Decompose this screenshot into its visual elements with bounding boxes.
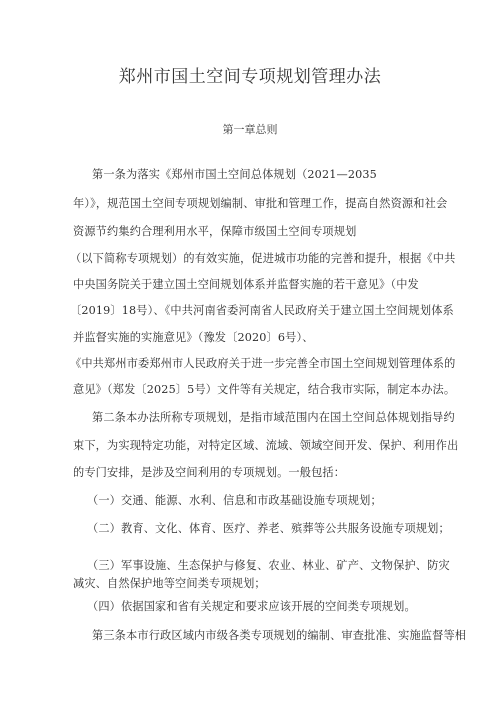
article-1-line-7: 并监督实施的实施意见》（豫发〔2020〕6号）、	[73, 331, 314, 344]
chapter-heading: 第一章总则	[222, 123, 278, 136]
article-1-line-3: 资源节约集约合理利用水平，保障市级国土空间专项规划	[73, 225, 357, 238]
list-item-1: （一）交通、能源、水利、信息和市政基础设施专项规划；	[87, 494, 382, 507]
document-title: 郑州市国土空间专项规划管理办法	[118, 67, 382, 87]
article-1-line-1: 第一条为落实《郑州市国土空间总体规划（2021—2035	[92, 168, 377, 181]
article-1-line-9: 意见》（郑发〔2025〕5号）文件等有关规定，结合我市实际，制定本办法。	[73, 383, 456, 396]
article-1-line-5: 中央国务院关于建立国土空间规划体系并监督实施的若干意见》（中发	[73, 278, 419, 291]
article-2-line-3: 的专门安排，是涉及空间利用的专项规划。一般包括：	[73, 466, 346, 479]
article-3-line-1: 第三条本市行政区域内市级各类专项规划的编制、审查批准、实施监督等相	[92, 629, 467, 642]
article-1-line-2: 年）》，规范国土空间专项规划编制、审批和管理工作，提高自然资源和社会	[73, 197, 448, 210]
list-item-4: （四）依据国家和省有关规定和要求应该开展的空间类专项规划。	[87, 600, 416, 613]
article-1-line-4: （以下简称专项规划）的有效实施，促进城市功能的完善和提升，根据《中共	[70, 252, 456, 265]
list-item-3-line-2: 减灾、自然保护地等空间类专项规划；	[73, 577, 266, 590]
article-2-line-2: 束下，为实现特定功能，对特定区域、流域、领域空间开发、保护、利用作出	[73, 439, 459, 452]
article-1-line-6: 〔2019〕18号）、《中共河南省委河南省人民政府关于建立国土空间规划体系	[70, 304, 454, 317]
list-item-2: （二）教育、文化、体育、医疗、养老、殡葬等公共服务设施专项规划；	[87, 522, 450, 535]
list-item-3-line-1: （三）军事设施、生态保护与修复、农业、林业、矿产、文物保护、防灾	[87, 559, 450, 572]
article-1-line-8: 《中共郑州市委郑州市人民政府关于进一步完善全市国土空间规划管理体系的	[70, 357, 456, 370]
article-2-line-1: 第二条本办法所称专项规划，是指市域范围内在国土空间总体规划指导约	[92, 411, 455, 424]
